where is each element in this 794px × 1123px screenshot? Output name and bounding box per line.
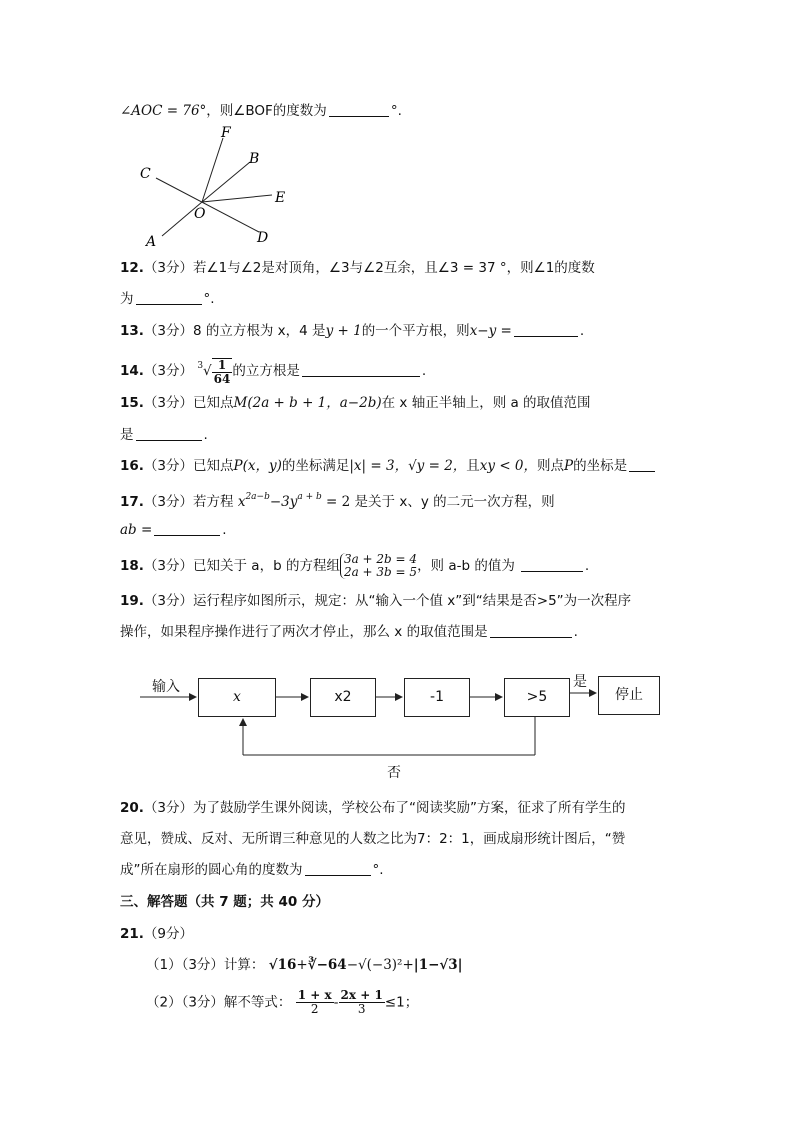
flow-box-minus1: -1 [404, 678, 470, 717]
flow-no-label: 否 [387, 765, 401, 781]
cube-root: $^3$√ $\frac{1}{64}$ [197, 357, 231, 386]
label-a: A [146, 234, 157, 250]
label-c: C [140, 166, 151, 182]
answer-blank[interactable] [136, 290, 202, 305]
question-21-part2: （2）（3分）解不等式： $\frac{1 + x}{2}$ - $\frac{2x + 1}{3}$ ≤1； [146, 988, 419, 1016]
question-15: 15.（3分）已知点M(2a + b + 1，a−2b)在 x 轴正半轴上，则 a 的取值范围 [120, 395, 591, 411]
question-17: 17.（3分）若方程 $x^{2a-b}-3y^{a + b} = 2$ 是关于 x、y 的二元一次方程，则 [120, 492, 555, 510]
question-19-cont: 操作，如果程序操作进行了两次才停止，那么 x 的取值范围是 . [120, 624, 578, 640]
flow-yes-label: 是 [573, 674, 587, 690]
label-e: E [275, 190, 286, 206]
answer-blank[interactable] [154, 521, 220, 536]
question-14: 14.（3分） $^3$√ $\frac{1}{64}$ 的立方根是 . [120, 357, 427, 386]
flow-box-x: x [198, 678, 276, 717]
flow-box-times2: x2 [310, 678, 376, 717]
answer-blank[interactable] [302, 362, 420, 377]
fraction-2: $\frac{2x + 1}{3}$ [340, 988, 383, 1016]
question-16: 16.（3分）已知点P(x，y)的坐标满足|x| = 3，√y = 2，且xy < 0，则点P的坐标是 [120, 456, 657, 476]
question-20-line3: 成”所在扇形的圆心角的度数为 °. [120, 862, 384, 878]
answer-blank[interactable] [305, 861, 371, 876]
equation-system: 3a + 2b = 4 2a + 3b = 5 [340, 553, 417, 579]
question-20: 20.（3分）为了鼓励学生课外阅读，学校公布了“阅读奖励”方案，征求了所有学生的 [120, 800, 626, 816]
question-13: 13.（3分）8 的立方根为 x，4 是y + 1的一个平方根，则x−y = . [120, 323, 585, 339]
answer-blank[interactable] [136, 426, 202, 441]
angle-figure [135, 124, 295, 254]
flow-box-gt5: >5 [504, 678, 570, 717]
question-18: 18.（3分）已知关于 a，b 的方程组 3a + 2b = 4 2a + 3b = 5 ，则 a-b 的值为 . [120, 552, 590, 579]
section-3-title: 三、解答题（共 7 题；共 40 分） [120, 894, 329, 910]
question-20-line2: 意见，赞成、反对、无所谓三种意见的人数之比为7：2：1，画成扇形统计图后，“赞 [120, 831, 626, 847]
label-d: D [257, 230, 269, 246]
question-21-part1: （1）（3分）计算： √16+∛−64−√(−3)²+|1−√3| [146, 957, 463, 973]
label-f: F [221, 125, 231, 141]
question-17-cont: ab = . [120, 522, 227, 538]
flow-input-label: 输入 [152, 679, 180, 695]
answer-blank[interactable] [629, 457, 655, 472]
label-o: O [194, 206, 206, 222]
question-15-cont: 是 . [120, 427, 208, 443]
question-12-cont: 为 °. [120, 291, 215, 307]
answer-blank[interactable] [490, 623, 572, 638]
question-21: 21.（9分） [120, 926, 194, 942]
label-b: B [249, 151, 260, 167]
answer-blank[interactable] [329, 102, 389, 117]
question-12: 12.（3分）若∠1与∠2是对顶角，∠3与∠2互余，且∠3 = 37 °，则∠1的度数 [120, 260, 595, 276]
flow-box-stop: 停止 [598, 676, 660, 715]
fraction-1: $\frac{1 + x}{2}$ [297, 988, 332, 1016]
answer-blank[interactable] [514, 322, 578, 337]
q11-tail: ∠AOC = 76°，则∠BOF的度数为 °. [120, 103, 402, 119]
question-19: 19.（3分）运行程序如图所示，规定：从“输入一个值 x”到“结果是否>5”为一次程序 [120, 593, 632, 609]
answer-blank[interactable] [521, 557, 583, 572]
